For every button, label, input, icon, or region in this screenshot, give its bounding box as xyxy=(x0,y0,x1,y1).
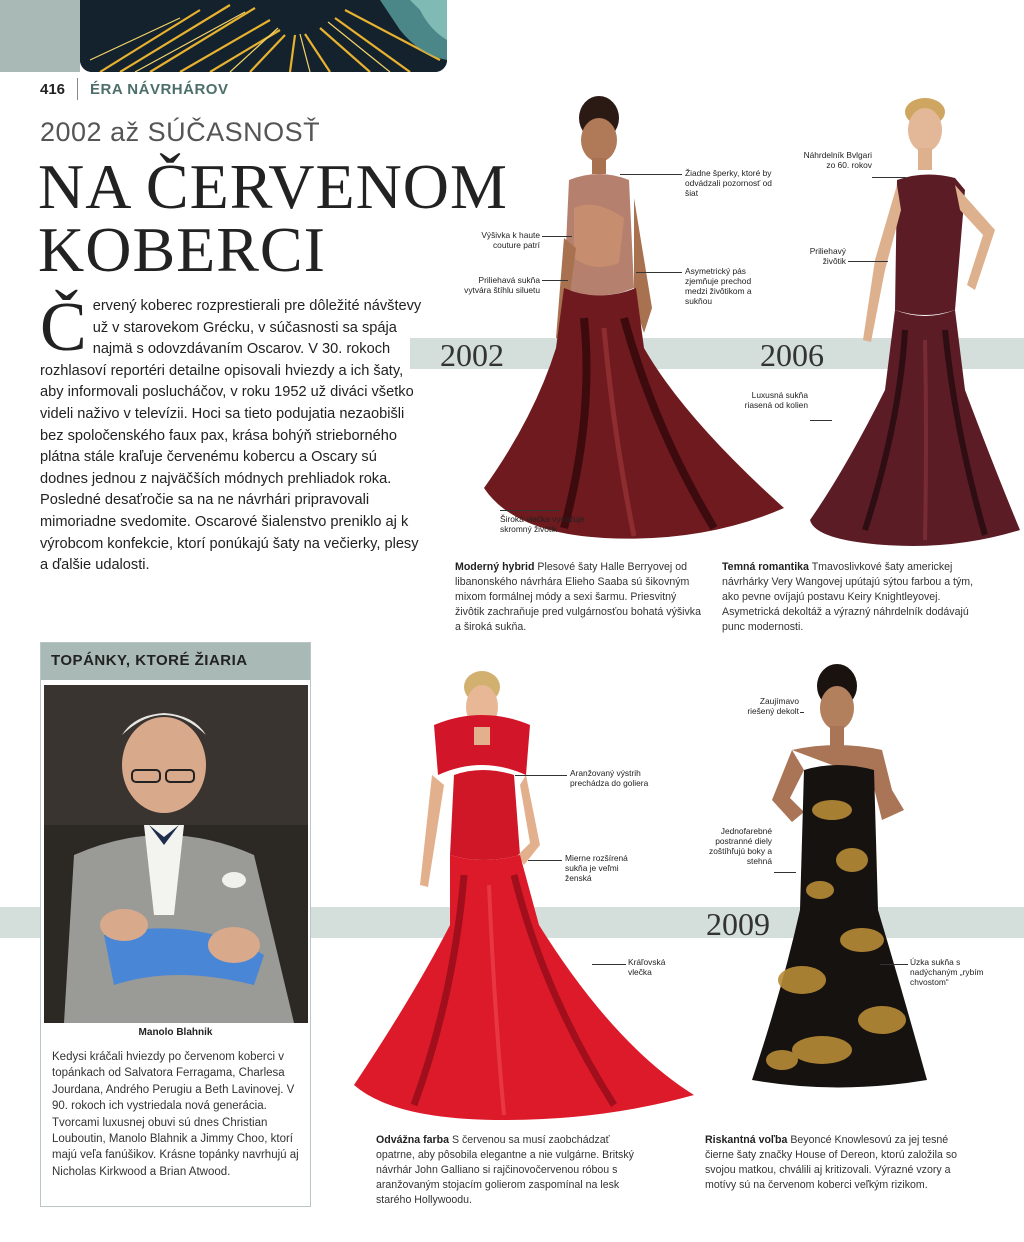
leader-line xyxy=(872,177,906,178)
annotation-2006-necklace: Náhrdelník Bvlgari zo 60. rokov xyxy=(803,150,872,170)
annotation-2006-skirt: Luxusná sukňa riasená od kolien xyxy=(744,390,808,410)
annotation-2009-red-train: Kráľovská vlečka xyxy=(628,957,666,977)
main-title-line-1: NA ČERVENOM xyxy=(38,151,508,222)
year-label-2009: 2009 xyxy=(706,906,770,942)
leader-line xyxy=(636,272,682,273)
intro-paragraph xyxy=(40,289,422,577)
leader-line xyxy=(500,510,560,511)
leader-line xyxy=(880,964,908,965)
annotation-2002-jewelry: Žiadne šperky, ktoré by odvádzali pozornosť od šiat xyxy=(685,168,772,198)
sidebar-photo-caption: Manolo Blahnik xyxy=(138,1027,213,1038)
annotation-2002-train: Široká vlečka vyvažuje skromný živôtik xyxy=(500,514,585,534)
caption-2002 xyxy=(455,560,705,635)
caption-2006-text: Tmavoslivkové šaty americkej návrhárky Very Wangovej upútajú sýtou farbou a tým, ako pevne ovíjajú postavu Keiry Knightleyovej. Asymetrická dekoltáž a výrazný náhrdelník dodávajú punc modernosti. xyxy=(722,561,974,633)
caption-2002-text: Plesové šaty Halle Berryovej od libanonského návrhára Elieho Saaba sú šikovným mixom formálnej módy a sexi šarmu. Priesvitný živôtik zachraňuje pred vulgárnosťou bohatá výšivka a široká sukňa. xyxy=(455,561,701,633)
leader-line xyxy=(592,964,626,965)
caption-2002-title: Moderný hybrid xyxy=(455,561,535,573)
leader-line xyxy=(810,420,832,421)
leader-line xyxy=(800,712,804,713)
year-label-2006: 2006 xyxy=(760,337,824,373)
caption-2009-red xyxy=(376,1133,646,1208)
annotation-2009-red-neck: Aranžovaný výstrih prechádza do goliera xyxy=(570,768,649,788)
annotation-2009-black-neck: Zaujímavo riešený dekolt xyxy=(747,696,799,716)
drop-cap: Č xyxy=(40,289,87,366)
caption-2009-red-text: S červenou sa musí zaobchádzať opatrne, aby pôsobila elegantne a nie vulgárne. Britský návrhár John Galliano si rajčinovočervenou róbou s aranžovaným stojacím golierom zaspomínal na lesk starého Hollywoodu. xyxy=(376,1134,634,1206)
leader-line xyxy=(528,860,562,861)
photo-beyonce xyxy=(742,660,942,1090)
leader-line xyxy=(542,236,572,237)
section-name: ÉRA NÁVRHÁROV xyxy=(90,81,229,98)
sidebar-photo-manolo-blahnik xyxy=(44,685,308,1023)
annotation-2009-black-skirt: Úzka sukňa s nadýchaným „rybím chvostom“ xyxy=(910,957,984,987)
sidebar-header xyxy=(41,643,310,680)
leader-line xyxy=(848,261,888,262)
annotation-2002-belt: Asymetrický pás zjemňuje prechod medzi živôtikom a sukňou xyxy=(685,266,752,306)
main-title-line-2: KOBERCI xyxy=(38,214,326,285)
caption-2009-red-title: Odvážna farba xyxy=(376,1134,450,1146)
sidebar-text: Kedysi kráčali hviezdy po červenom koberci v topánkach od Salvatora Ferragama, Charlesa Jourdana, Andrého Perugiu a Beth Lavinovej. V 90. rokoch ich vystriedala nová generácia. Tvorcami luxusnej obuvi sú dnes Christian Louboutin, Manolo Blahnik a Jimmy Choo, ktorí majú veľa fanúšikov. Krásne topánky navrhujú aj Nicholas Kirkwood a Brian Atwood. xyxy=(52,1051,299,1178)
caption-2009-black-title: Riskantná voľba xyxy=(705,1134,788,1146)
annotation-2002-embroidery: Výšivka k haute couture patrí xyxy=(481,230,540,250)
annotation-2009-black-panels: Jednofarebné postranné diely zoštíhľujú boky a stehná xyxy=(709,826,772,866)
leader-line xyxy=(620,174,682,175)
annotation-2009-red-skirt: Mierne rozšírená sukňa je veľmi ženská xyxy=(565,853,628,883)
caption-2009-black xyxy=(705,1133,975,1193)
year-label-2002: 2002 xyxy=(440,337,504,373)
photo-halle-berry xyxy=(484,88,784,548)
era-subtitle: 2002 až SÚČASNOSŤ xyxy=(40,117,321,147)
caption-2006-title: Temná romantika xyxy=(722,561,809,573)
header-divider xyxy=(77,78,78,100)
page-number: 416 xyxy=(40,81,66,98)
intro-text: ervený koberec rozprestierali pre dôležité návštevy už v starovekom Grécku, v súčasnosti sa spája najmä s odovzdávaním Oscarov. V 30. rokoch rozhlasoví reportéri detailne opisovali hviezdy a ich šaty, aby informovali poslucháčov, v roku 1952 už diváci všetko videli naživo v televízii. Hoci sa tieto podujatia nezaobišli bez spoločenského faux pax, krása bohýň strieborného plátna stále kraľuje červenému kobercu a Oscary sú dodnes jednou z najväčších módnych prehliadok roka. Posledné desaťročie sa na ne návrhári pripravovali mimoriadne svedomite. Oscarové šialenstvo preniklo aj k výrobcom konfekcie, ktorí ponúkajú šaty na večierky, plesy a ďalšie udalosti. xyxy=(40,298,422,574)
header-color-tab xyxy=(0,0,80,72)
header-decorative-photo xyxy=(80,0,447,72)
annotation-2006-bodice: Priliehavý živôtik xyxy=(809,246,846,266)
caption-2006 xyxy=(722,560,982,635)
leader-line xyxy=(774,872,796,873)
caption-2009-black-text: Beyoncé Knowlesovú za jej tesné čierne šaty značky House of Dereon, ktorú založila so svojou matkou, chválili aj kritizovali. Výrazné vzory a motívy sú na červenom koberci veľkým rizikom. xyxy=(705,1134,958,1191)
leader-line xyxy=(515,775,567,776)
annotation-2002-skirt: Priliehavá sukňa vytvára štíhlu siluetu xyxy=(464,275,540,295)
sidebar-box xyxy=(40,642,311,1207)
photo-heidi-klum xyxy=(354,665,694,1125)
sidebar-title: TOPÁNKY, KTORÉ ŽIARIA xyxy=(51,652,248,669)
leader-line xyxy=(542,280,568,281)
